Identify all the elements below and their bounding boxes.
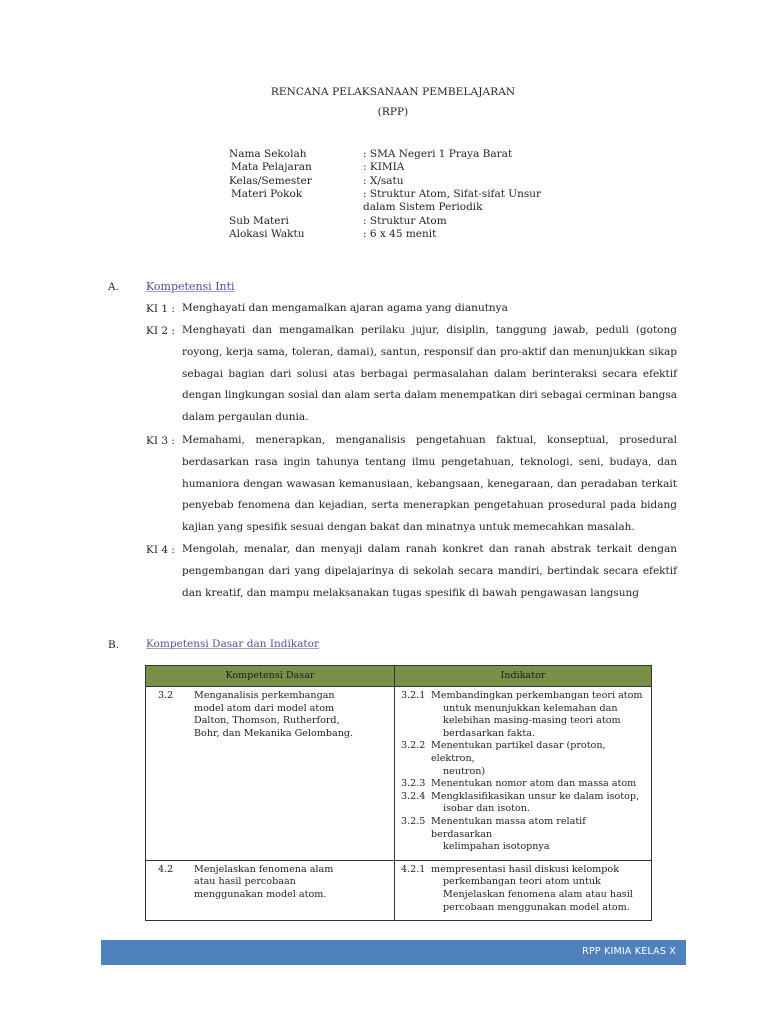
footer-label: RPP KIMIA KELAS X <box>582 946 676 957</box>
indicator-number: 4.2.1 <box>401 863 426 875</box>
kd-number: 4.2 <box>158 863 174 875</box>
identity-value: : SMA Negeri 1 Praya Barat <box>363 148 513 160</box>
footer-bar <box>101 940 686 965</box>
indicator-item <box>401 816 645 854</box>
identity-label: Nama Sekolah <box>229 148 307 160</box>
indicator-text: Menentukan massa atom relatif berdasarkan <box>431 815 586 840</box>
table-row <box>146 860 652 920</box>
kd-cell <box>146 687 395 861</box>
table-header-indicator: Indikator <box>395 666 652 687</box>
indicator-number: 3.2.1 <box>401 690 426 701</box>
indicator-number: 3.2.2 <box>401 740 426 752</box>
indicator-item <box>401 740 645 778</box>
document-subtitle: (RPP) <box>377 106 409 118</box>
indicator-item <box>401 690 645 740</box>
ki-3-code: KI 3 : <box>146 435 175 447</box>
kd-description: Menjelaskan fenomena alam atau hasil percobaan menggunakan model atom. <box>194 863 334 900</box>
section-a-title: Kompetensi Inti <box>146 280 235 293</box>
indicator-text-cont: perkembangan teori atom untuk Menjelaskan fenomena alam atau hasil percobaan menggunakan model atom. <box>443 876 633 913</box>
indicator-text-cont: untuk menunjukkan kelemahan dan kelebihan masing-masing teori atom berdasarkan fakta. <box>443 702 621 739</box>
section-b-title: Kompetensi Dasar dan Indikator <box>146 638 319 650</box>
indicator-number: 3.2.3 <box>401 778 426 790</box>
identity-label: Materi Pokok <box>231 188 303 200</box>
identity-label: Kelas/Semester <box>229 175 312 187</box>
identity-label: Sub Materi <box>229 215 289 227</box>
indicator-text-cont: isobar dan isoton. <box>443 803 530 815</box>
indicator-text: Membandingkan perkembangan teori atom <box>431 690 643 701</box>
indicator-text: Menentukan nomor atom dan massa atom <box>431 778 637 790</box>
competency-table <box>145 665 652 921</box>
ki-2-text: Menghayati dan mengamalkan perilaku jujur, disiplin, tanggung jawab, peduli (gotong royong, kerja sama, toleran, damai), santun, responsif dan pro-aktif dan menunjukkan sikap sebagai bagian dari solusi atas berbagai permasalahan dalam berinteraksi secara efektif dengan lingkungan sosial dan alam serta dalam menempatkan diri sebagai cerminan bangsa dalam pergaulan dunia. <box>182 324 677 424</box>
indicator-item <box>401 778 645 791</box>
ki-3-text: Memahami, menerapkan, menganalisis pengetahuan faktual, konseptual, prosedural berdasarkan rasa ingin tahunya tentang ilmu pengetahuan, teknologi, seni, budaya, dan humaniora dengan wawasan kemanusiaan, kebangsaan, kenegaraan, dan peradaban terkait penyebab fenomena dan kejadian, serta menerapkan pengetahuan prosedural pada bidang kajian yang spesifik sesuai dengan bakat dan minatnya untuk memecahkan masalah. <box>182 434 677 534</box>
identity-label: Mata Pelajaran <box>231 161 312 173</box>
table-row <box>146 687 652 861</box>
ki-1-text: Menghayati dan mengamalkan ajaran agama yang dianutnya <box>182 302 508 314</box>
ki-1-code: KI 1 : <box>146 303 175 315</box>
document-title: RENCANA PELAKSANAAN PEMBELAJARAN <box>270 86 516 98</box>
indicator-text-cont: neutron) <box>443 765 486 777</box>
indicator-cell <box>395 687 652 861</box>
identity-label: Alokasi Waktu <box>229 228 305 240</box>
ki-4-code: KI 4 : <box>146 544 175 556</box>
indicator-text: Menentukan partikel dasar (proton, elektron, <box>431 740 606 764</box>
identity-value: : Struktur Atom, Sifat-sifat Unsur dalam Sistem Periodik <box>363 188 542 213</box>
ki-4-text: Mengolah, menalar, dan menyaji dalam ranah konkret dan ranah abstrak terkait dengan pengembangan dari yang dipelajarinya di sekolah secara mandiri, bertindak secara efektif dan kreatif, dan mampu melaksanakan tugas spesifik di bawah pengawasan langsung <box>182 543 677 599</box>
ki-2-code: KI 2 : <box>146 325 175 337</box>
table-header-kd: Kompetensi Dasar <box>146 666 395 687</box>
section-b-letter: B. <box>108 639 120 651</box>
identity-value: : 6 x 45 menit <box>363 228 437 240</box>
indicator-cell <box>395 860 652 920</box>
identity-value: : Struktur Atom <box>363 215 447 227</box>
indicator-text: Mengklasifikasikan unsur ke dalam isotop, <box>431 790 640 802</box>
indicator-number: 3.2.4 <box>401 790 426 802</box>
indicator-text: mempresentasi hasil diskusi kelompok <box>431 863 620 875</box>
kd-number: 3.2 <box>158 690 174 701</box>
indicator-item <box>401 864 645 914</box>
kd-cell <box>146 860 395 920</box>
indicator-text-cont: kelimpahan isotopnya <box>443 841 550 853</box>
identity-value: : X/satu <box>363 175 404 187</box>
indicator-number: 3.2.5 <box>401 815 426 827</box>
section-a-letter: A. <box>108 281 119 293</box>
kd-description: Menganalisis perkembangan model atom dari model atom Dalton, Thomson, Rutherford, Bohr, dan Mekanika Gelombang. <box>194 690 354 739</box>
identity-value: : KIMIA <box>363 161 405 173</box>
indicator-item <box>401 791 645 816</box>
